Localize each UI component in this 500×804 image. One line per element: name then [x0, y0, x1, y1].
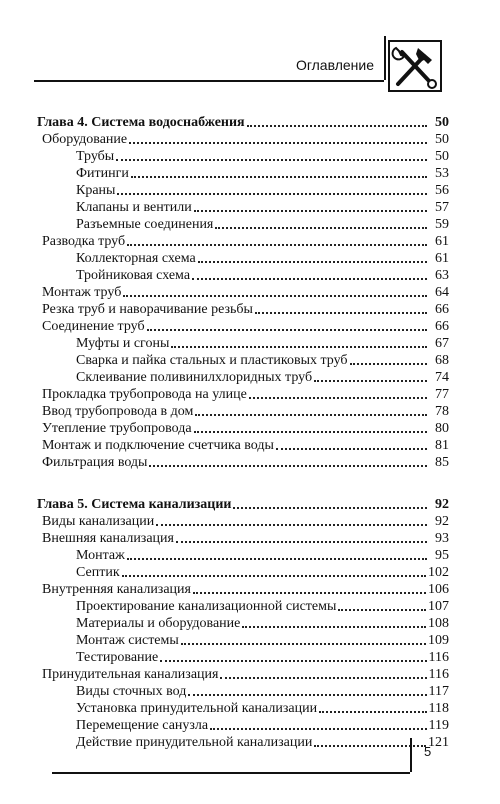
- toc-row[interactable]: [37, 734, 449, 751]
- dot-leader: [176, 540, 427, 543]
- dot-leader: [319, 710, 426, 713]
- toc-entry-title: Муфты и сгоны: [76, 336, 170, 351]
- dot-leader: [122, 574, 426, 577]
- toc-row[interactable]: [37, 454, 449, 471]
- toc-entry-title: Глава 5. Система канализации: [37, 497, 232, 512]
- toc-entry-title: Установка принудительной канализации: [76, 701, 318, 716]
- toc-row[interactable]: [37, 233, 449, 250]
- toc-entry-title: Коллекторная схема: [76, 251, 196, 266]
- toc-entry-page: 57: [435, 200, 449, 215]
- dot-leader: [117, 192, 427, 195]
- toc-entry-title: Соединение труб: [42, 319, 145, 334]
- dot-leader: [233, 506, 427, 509]
- toc-entry-title: Фильтрация воды: [42, 455, 148, 470]
- toc-entry-title: Ввод трубопровода в дом: [42, 404, 194, 419]
- toc-entry-page: 50: [435, 115, 449, 130]
- dot-leader: [123, 294, 427, 297]
- dot-leader: [215, 226, 427, 229]
- toc-row[interactable]: [37, 386, 449, 403]
- toc-entry-title: Монтаж системы: [76, 633, 179, 648]
- toc-entry-title: Виды сточных вод: [76, 684, 187, 699]
- toc-entry-page: 74: [435, 370, 449, 385]
- toc-entry-title: Монтаж и подключение счетчика воды: [42, 438, 274, 453]
- toc-entry-title: Принудительная канализация: [42, 667, 219, 682]
- toc-entry-page: 117: [428, 684, 449, 699]
- toc-entry-page: 81: [435, 438, 449, 453]
- toc-entry-title: Виды канализации: [42, 514, 155, 529]
- toc-entry-title: Внутренняя канализация: [42, 582, 191, 597]
- toc-entry-title: Внешняя канализация: [42, 531, 174, 546]
- toc-row[interactable]: [37, 564, 449, 581]
- toc-chapter-row[interactable]: [37, 496, 449, 513]
- toc-row[interactable]: [37, 420, 449, 437]
- toc-entry-page: 80: [435, 421, 449, 436]
- toc-row[interactable]: [37, 352, 449, 369]
- toc-entry-page: 107: [428, 599, 449, 614]
- toc-row[interactable]: [37, 598, 449, 615]
- toc-entry-page: 67: [435, 336, 449, 351]
- dot-leader: [181, 642, 426, 645]
- toc-entry-page: 121: [428, 735, 449, 750]
- table-of-contents: [37, 114, 449, 751]
- toc-row[interactable]: [37, 649, 449, 666]
- header-divider: [384, 36, 386, 80]
- footer-divider: [410, 738, 412, 772]
- toc-entry-page: 118: [428, 701, 449, 716]
- toc-entry-title: Материалы и оборудование: [76, 616, 241, 631]
- toc-entry-page: 116: [428, 650, 449, 665]
- toc-row[interactable]: [37, 250, 449, 267]
- dot-leader: [192, 277, 427, 280]
- toc-row[interactable]: [37, 301, 449, 318]
- dot-leader: [276, 447, 427, 450]
- toc-row[interactable]: [37, 182, 449, 199]
- dot-leader: [210, 727, 426, 730]
- toc-entry-page: 66: [435, 319, 449, 334]
- toc-row[interactable]: [37, 335, 449, 352]
- toc-entry-title: Тройниковая схема: [76, 268, 191, 283]
- toc-entry-page: 68: [435, 353, 449, 368]
- dot-leader: [171, 345, 427, 348]
- toc-entry-title: Глава 4. Система водоснабжения: [37, 115, 245, 130]
- header-rule: [34, 80, 384, 82]
- dot-leader: [195, 413, 427, 416]
- toc-entry-page: 61: [435, 234, 449, 249]
- toc-entry-page: 77: [435, 387, 449, 402]
- toc-row[interactable]: [37, 284, 449, 301]
- toc-row[interactable]: [37, 581, 449, 598]
- dot-leader: [194, 209, 427, 212]
- toc-spacer: [37, 471, 449, 496]
- dot-leader: [116, 158, 427, 161]
- toc-row[interactable]: [37, 683, 449, 700]
- toc-entry-title: Действие принудительной канализации: [76, 735, 313, 750]
- toc-row[interactable]: [37, 717, 449, 734]
- toc-entry-title: Перемещение санузла: [76, 718, 209, 733]
- toc-entry-title: Клапаны и вентили: [76, 200, 192, 215]
- toc-entry-title: Оборудование: [42, 132, 128, 147]
- toc-entry-page: 93: [435, 531, 449, 546]
- toc-entry-page: 92: [435, 514, 449, 529]
- toc-entry-title: Септик: [76, 565, 120, 580]
- toc-row[interactable]: [37, 615, 449, 632]
- toc-entry-title: Проектирование канализационной системы: [76, 599, 337, 614]
- toc-entry-page: 50: [435, 149, 449, 164]
- toc-entry-title: Тестирование: [76, 650, 159, 665]
- dot-leader: [156, 523, 427, 526]
- toc-entry-page: 56: [435, 183, 449, 198]
- toc-row[interactable]: [37, 318, 449, 335]
- toc-row[interactable]: [37, 131, 449, 148]
- toc-row[interactable]: [37, 403, 449, 420]
- dot-leader: [127, 557, 427, 560]
- toc-entry-page: 95: [435, 548, 449, 563]
- dot-leader: [314, 379, 427, 382]
- toc-entry-page: 61: [435, 251, 449, 266]
- toc-entry-title: Склеивание поливинилхлоридных труб: [76, 370, 313, 385]
- toc-entry-title: Монтаж: [76, 548, 125, 563]
- dot-leader: [129, 141, 427, 144]
- dot-leader: [338, 608, 426, 611]
- toc-row[interactable]: [37, 513, 449, 530]
- dot-leader: [198, 260, 427, 263]
- toc-entry-page: 102: [428, 565, 449, 580]
- toc-row[interactable]: [37, 437, 449, 454]
- toc-row[interactable]: [37, 666, 449, 683]
- toc-chapter-row[interactable]: [37, 114, 449, 131]
- dot-leader: [194, 430, 427, 433]
- page-header: [0, 0, 500, 100]
- toc-entry-title: Резка труб и наворачивание резьбы: [42, 302, 253, 317]
- toc-entry-page: 66: [435, 302, 449, 317]
- toc-row[interactable]: [37, 165, 449, 182]
- toc-entry-page: 78: [435, 404, 449, 419]
- dot-leader: [220, 676, 426, 679]
- toc-entry-page: 106: [428, 582, 449, 597]
- dot-leader: [149, 464, 427, 467]
- toc-row[interactable]: [37, 547, 449, 564]
- toc-entry-page: 116: [428, 667, 449, 682]
- toc-entry-page: 109: [428, 633, 449, 648]
- hammer-wrench-icon: [388, 40, 442, 92]
- toc-entry-page: 108: [428, 616, 449, 631]
- toc-entry-title: Трубы: [76, 149, 115, 164]
- section-title: Оглавление: [295, 57, 374, 73]
- toc-entry-title: Утепление трубопровода: [42, 421, 192, 436]
- toc-entry-page: 63: [435, 268, 449, 283]
- dot-leader: [249, 396, 427, 399]
- dot-leader: [247, 124, 427, 127]
- toc-row[interactable]: [37, 369, 449, 386]
- dot-leader: [255, 311, 427, 314]
- toc-row[interactable]: [37, 199, 449, 216]
- toc-row[interactable]: [37, 216, 449, 233]
- toc-row[interactable]: [37, 632, 449, 649]
- page-number: 5: [424, 744, 432, 759]
- toc-entry-title: Сварка и пайка стальных и пластиковых труб: [76, 353, 348, 368]
- dot-leader: [131, 175, 427, 178]
- toc-entry-page: 92: [435, 497, 449, 512]
- dot-leader: [193, 591, 426, 594]
- toc-entry-title: Прокладка трубопровода на улице: [42, 387, 247, 402]
- dot-leader: [242, 625, 426, 628]
- toc-entry-title: Фитинги: [76, 166, 129, 181]
- dot-leader: [350, 362, 427, 365]
- toc-entry-title: Краны: [76, 183, 116, 198]
- toc-entry-title: Монтаж труб: [42, 285, 122, 300]
- toc-entry-page: 53: [435, 166, 449, 181]
- dot-leader: [147, 328, 427, 331]
- footer-rule: [52, 772, 410, 774]
- toc-row[interactable]: [37, 530, 449, 547]
- toc-entry-page: 59: [435, 217, 449, 232]
- toc-row[interactable]: [37, 267, 449, 284]
- toc-row[interactable]: [37, 148, 449, 165]
- dot-leader: [127, 243, 427, 246]
- toc-entry-page: 50: [435, 132, 449, 147]
- dot-leader: [160, 659, 426, 662]
- toc-row[interactable]: [37, 700, 449, 717]
- toc-entry-title: Разводка труб: [42, 234, 126, 249]
- toc-entry-page: 85: [435, 455, 449, 470]
- toc-entry-page: 119: [428, 718, 449, 733]
- dot-leader: [188, 693, 426, 696]
- toc-entry-page: 64: [435, 285, 449, 300]
- toc-entry-title: Разъемные соединения: [76, 217, 214, 232]
